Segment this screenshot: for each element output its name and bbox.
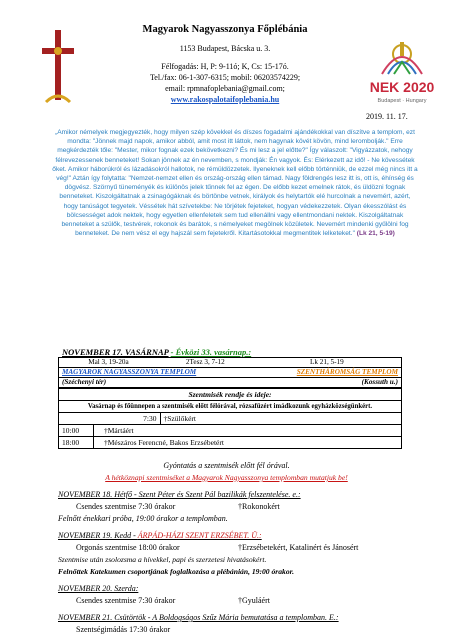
church-2-name: SZENTHÁROMSÁG TEMPLOM [296, 368, 398, 376]
day-heading-nov20: NOVEMBER 20. Szerda: [58, 584, 139, 593]
nov19-intention: †Erzsébetekért, Katalinért és Jánosért [238, 543, 359, 552]
readings-row [59, 358, 402, 368]
mass-order-label: Szentmisék rendje és ideje: [59, 389, 402, 401]
gospel-quote [52, 128, 418, 238]
mass-time: 7:30 [94, 413, 161, 425]
nov19-date: NOVEMBER 19. Kedd - [58, 531, 138, 540]
sunday-date: NOVEMBER 17. VASÁRNAP [62, 347, 169, 357]
mass-intention: †Szülőkért [160, 413, 402, 425]
nov20-intention: †Gyuláért [238, 596, 270, 605]
nov21-adoration: Szentségimádás 17:30 órakor [76, 625, 171, 634]
day-heading-nov19 [58, 531, 262, 541]
email: email: rpmnafoplebania@gmail.com; [165, 84, 285, 93]
opening-hours: Félfogadás: H, P: 9-11ó; K, Cs: 15-17ó. [161, 62, 289, 71]
mass-table [58, 388, 402, 449]
churches-sub-row [59, 378, 402, 388]
church-2-location: (Kossuth u.) [253, 378, 402, 388]
weekday-masses-note: A hétköznapi szentmiséket a Magyarok Nagyasszonya templomban mutatjuk be! [105, 473, 348, 482]
nov19-vespers-note: Szentmise után zsolozsma a hívekkel, papi és szerzetesi hivatásokért. [58, 555, 267, 564]
mass-time: 18:00 [59, 437, 94, 449]
nov19-catechumen-note: Felnőttek Katekumen csoportjának foglalkozása a plébánián, 19:00 órakor. [58, 567, 295, 576]
quote-text: „Amikor némelyek megjegyezték, hogy milyen szép kövekkel és díszes fogadalmi ajándékokkal van díszítve a templom, ezt mondta: "Jönnek majd napok, amikor abból, amit most itt láttok, nem hagynak kövét kövön, mind lerombolják." Erre megkérdezték tőle: "Mester, mikor fognak ezek bekövetkezni? És mi lesz a jel előtte?" Így válaszolt: "Vigyázzatok, nehogy félrevezessenek benneteket! Sokan jönnek az én nevemben, s mondják: Én vagyok. És: Elérkezett az idő! - Ne kövessétek őket. Amikor háborúkról és lázadásokról hallotok, ne rémüldözzetek. Ilyeneknek kell előbb történniük, de ezzel még nincs itt a vég!" Aztán így folytatta: "Nemzet-nemzet ellen és ország-ország ellen támad. Nagy földrengés lesz itt is, ott is, éhínség és dögvész. Szörnyű tüneményék és különös jelek tűnnek fel az égen. De előbb kezet emelnek rátok, és üldözni fognak benneteket. Kiszolgáltatnak a zsinagógáknak és börtönbe vetnek, királyok és helytartók elé hurcolnak a nevemért, azért, hogy tanúságot tegyetek. Véssétek hát szívetekbe: Ne törjétek fejeteket, hogyan védekezzetek. Olyan ékesszólást és bölcsességet adok nektek, hogy egyetlen ellenfeletek sem tud ellenállni vagy ellentmondani nektek. Kiszolgáltatnak benneteket a szülők, testvérek, rokonok és barátok, s némelyeket megölnek közületek. Nevemért mindenki gyűlölni fog benneteket. De nem vész el egy hajszál sem fejetekről. Kitartásotokkal megmentitek lelketeket." [52, 129, 418, 238]
nov18-choir-note: Felnőtt énekkari próba, 19:00 órakor a templomban. [58, 514, 228, 523]
bulletin-date: 2019. 11. 17. [366, 112, 408, 121]
nov18-intention: †Rokonokért [238, 502, 280, 511]
nek-2020-logo [362, 32, 442, 120]
mass-row [59, 413, 402, 425]
church-1-name: MAGYAROK NAGYASSZONYA TEMPLOM [62, 368, 197, 376]
nov19-mass: Orgonás szentmise 18:00 órakor [76, 543, 180, 552]
header-text [90, 24, 360, 105]
logo-sub: Budapest · Hungary [377, 98, 427, 104]
mass-time: 10:00 [59, 425, 94, 437]
sunday-feast: - Évközi 33. vasárnap.: [170, 347, 252, 357]
nov19-feast: ÁRPÁD-HÁZI SZENT ERZSÉBET. Ü.: [137, 531, 262, 540]
confession-note: Gyóntatás a szentmisék előtt fél órával. [163, 461, 290, 470]
header [0, 0, 453, 125]
sunday-table [58, 357, 402, 388]
day-heading-nov18: NOVEMBER 18. Hétfő - Szent Péter és Szent Pál bazilikák felszentelése. e.: [58, 490, 301, 499]
parish-title: Magyarok Nagyasszonya Főplébánia [142, 24, 308, 35]
sunday-heading [62, 347, 251, 357]
reading-1: Mal 3, 19-20a [59, 358, 158, 368]
address: 1153 Budapest, Bácska u. 3. [179, 44, 271, 53]
nov18-mass: Csendes szentmise 7:30 órakor [76, 502, 176, 511]
mass-intention: †Mészáros Ferencné, Bakos Erzsébetért [94, 437, 402, 449]
churches-row [59, 368, 402, 378]
nov20-mass: Csendes szentmise 7:30 órakor [76, 596, 176, 605]
day-heading-nov21: NOVEMBER 21. Csütörtök - A Boldogságos Szűz Mária bemutatása a templomban. E.: [58, 613, 339, 622]
church-cross-icon [36, 28, 80, 108]
nek-logo-icon [362, 32, 442, 120]
rosary-note: Vasárnap és főünnepen a szentmisék előtt félórával, rózsafüzért imádkozunk egyházközségünkért. [59, 401, 402, 413]
mass-row [59, 425, 402, 437]
mass-row [59, 437, 402, 449]
reading-2: 2Tesz 3, 7-12 [158, 358, 253, 368]
website-link[interactable]: www.rakospalotaifoplebania.hu [170, 95, 280, 104]
reading-3: Lk 21, 5-19 [253, 358, 402, 368]
phone: Tel./fax: 06-1-307-6315; mobil: 06203574229; [149, 73, 301, 82]
church-1-location: (Széchenyi tér) [59, 378, 253, 388]
logo-name: NEK 2020 [369, 79, 435, 95]
quote-reference: (Lk 21, 5-19) [356, 230, 395, 238]
mass-intention: †Mártáért [94, 425, 402, 437]
